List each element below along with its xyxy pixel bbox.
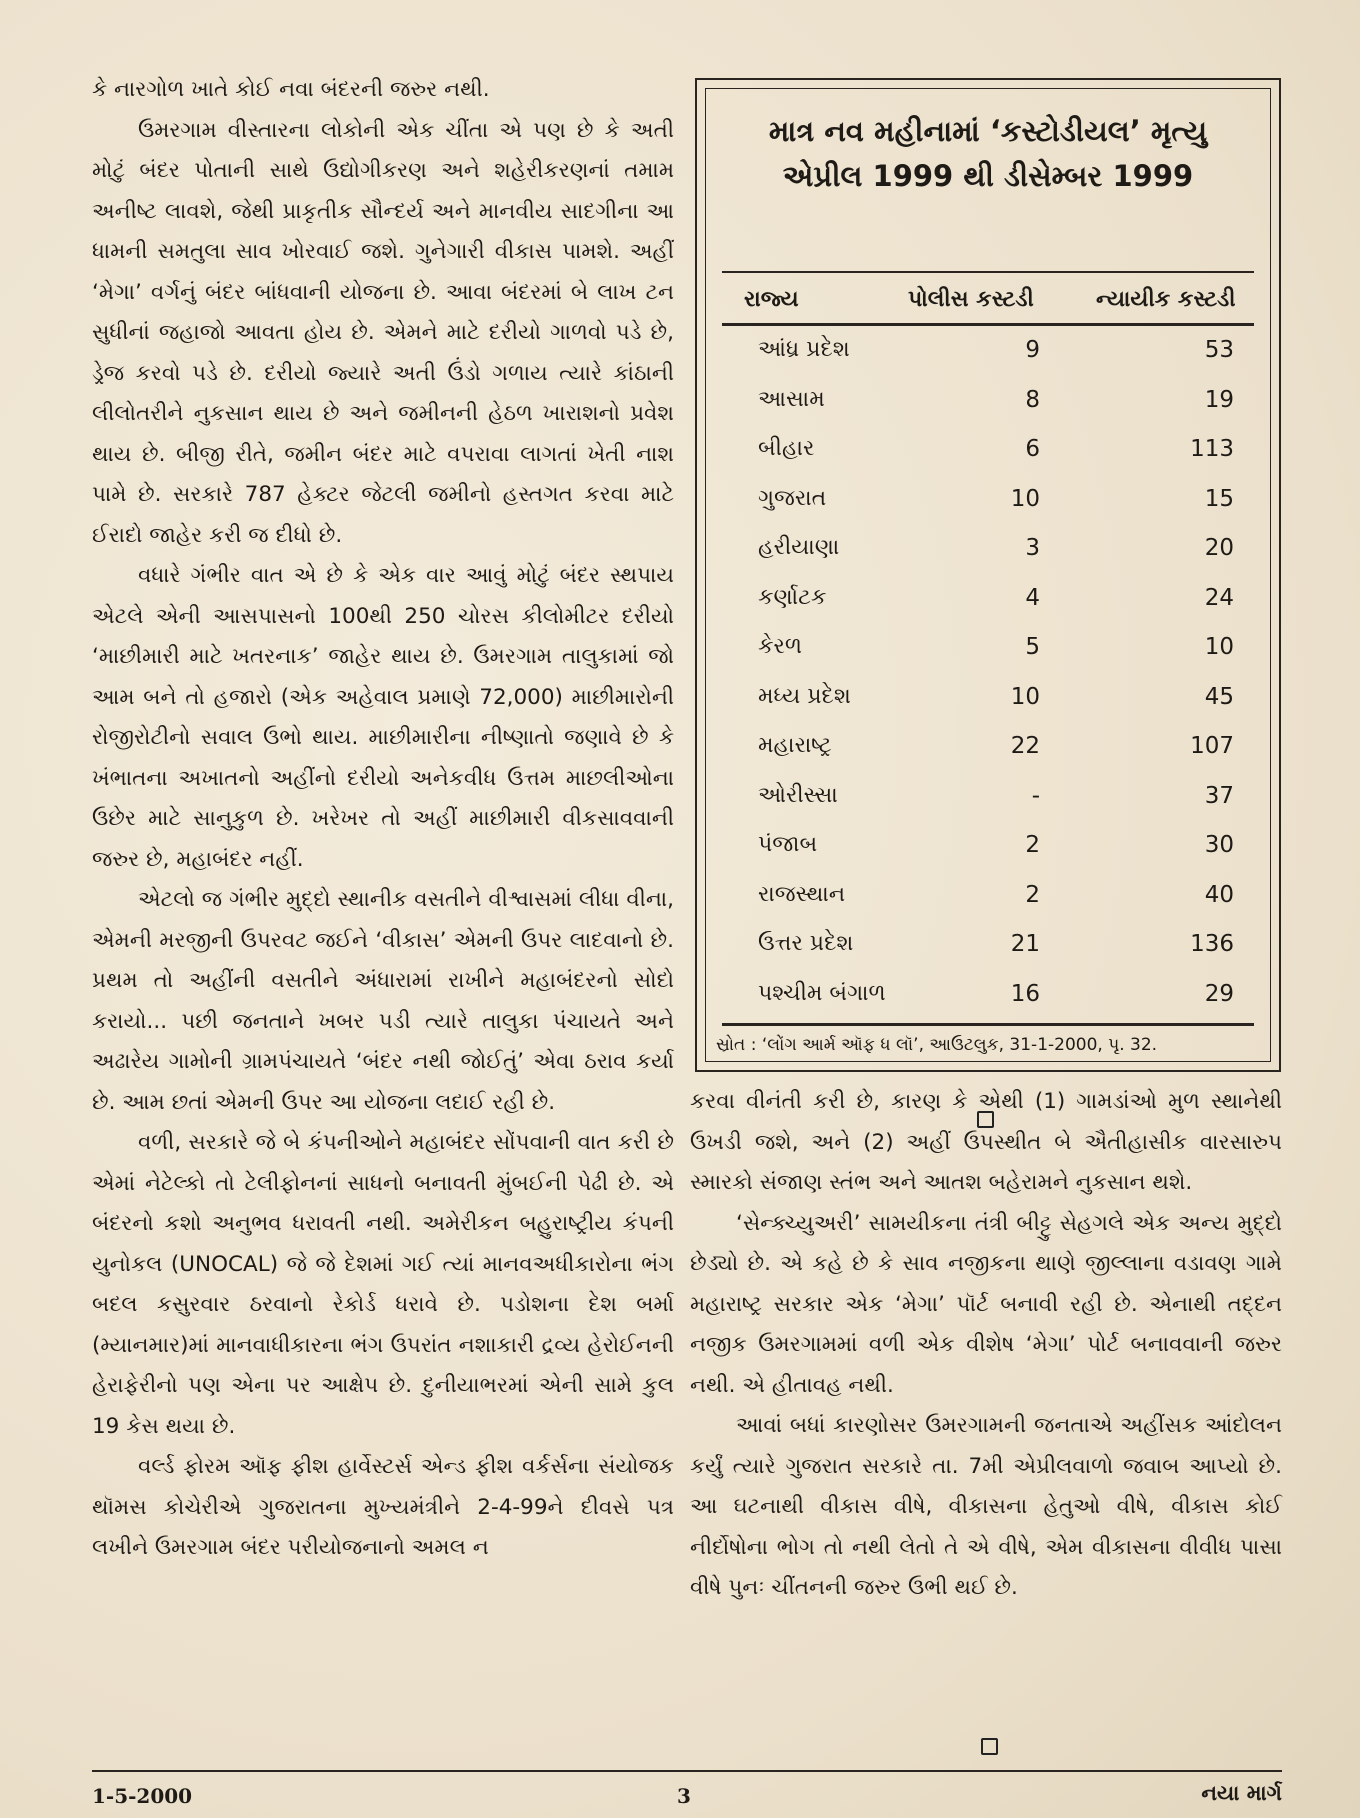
left-column <box>92 70 674 1569</box>
judicial-custody-cell: 45 <box>1204 683 1234 710</box>
state-cell: બીહાર <box>758 436 815 461</box>
table-row <box>706 832 1270 882</box>
table-row <box>706 783 1270 833</box>
table-row <box>706 337 1270 387</box>
footer-date: 1-5-2000 <box>92 1784 193 1808</box>
police-custody-cell: 21 <box>1010 931 1040 957</box>
judicial-custody-cell: 24 <box>1204 584 1234 611</box>
judicial-custody-cell: 136 <box>1190 931 1234 957</box>
police-custody-cell: 5 <box>1025 634 1040 660</box>
footer-page-number: 3 <box>677 1784 691 1808</box>
state-cell: હરીયાણા <box>758 535 840 560</box>
judicial-custody-cell: 40 <box>1204 881 1234 908</box>
paragraph: વળી, સરકારે જે બે કંપનીઓને મહાબંદર સોંપવાની વાત કરી છે એમાં નેટેલ્કો તો ટેલીફોનનાં સાધનો બનાવતી મુંબઈની પેઢી છે. એ બંદરનો કશો અનુભવ ધરાવતી નથી. અમેરીકન બહુરાષ્ટ્રીય કંપની યુનોકલ (UNOCAL) જે જે દેશમાં ગઈ ત્યાં માનવઅધીકારોના ભંગ બદલ કસુરવાર ઠરવાનો રેકોર્ડ ધરાવે છે. પડોશના દેશ બર્મા (મ્યાનમાર)માં માનવાધીકારના ભંગ ઉપરાંત નશાકારી દ્રવ્ય હેરોઈનની હેરાફેરીનો પણ એના પર આક્ષેપ છે. દુનીયાભરમાં એની સામે કુલ 19 કેસ થયા છે. <box>92 1130 674 1439</box>
paragraph: ‘સેન્ક્ચ્યુઅરી’ સામયીકના તંત્રી બીટ્ટુ સેહગલે એક અન્ય મુદ્દો છેડ્યો છે. એ કહે છે કે સાવ નજીકના થાણે જીલ્લાના વડાવણ ગામે મહારાષ્ટ્ર સરકાર એક ‘મેગા’ પૉર્ટ બનાવી રહી છે. એનાથી તદ્દન નજીક ઉમરગામમાં વળી એક વીશેષ ‘મેગા’ પોર્ટ બનાવવાની જરુર નથી. એ હીતાવહ નથી. <box>690 1210 1282 1398</box>
table-title-line1: માત્ર નવ મહીનામાં ‘કસ્ટોડીયલ’ મૃત્યુ <box>768 114 1208 148</box>
table-row <box>706 387 1270 437</box>
footer-magazine-name: નયા માર્ગ <box>1201 1781 1282 1805</box>
paragraph: આવાં બધાં કારણોસર ઉમરગામની જનતાએ અહીંસક આંદોલન કર્યું ત્યારે ગુજરાત સરકારે તા. 7મી એપ્રીલવાળો જવાબ આપ્યો છે. આ ઘટનાથી વીકાસ વીષે, વીકાસના હેતુઓ વીષે, વીકાસ કોઈ નીર્દોષોના ભોગ તો નથી લેતો તે એ વીષે, એમ વીકાસના વીવીધ પાસા વીષે પુનઃ ચીંતનની જરુર ઉભી થઈ છે. <box>690 1413 1282 1600</box>
judicial-custody-cell: 37 <box>1204 782 1234 809</box>
table-row <box>706 535 1270 585</box>
police-custody-cell: 2 <box>1025 881 1040 908</box>
police-custody-cell: 10 <box>1010 485 1040 512</box>
judicial-custody-cell: 10 <box>1204 634 1234 660</box>
police-custody-cell: 9 <box>1025 337 1040 363</box>
judicial-custody-cell: 30 <box>1204 832 1234 858</box>
table-row <box>706 634 1270 684</box>
police-custody-cell: 8 <box>1025 386 1040 413</box>
header-police-custody: પોલીસ કસ્ટડી <box>908 287 1034 312</box>
state-cell: રાજસ્થાન <box>758 881 846 907</box>
state-cell: આસામ <box>758 386 825 412</box>
paragraph: વધારે ગંભીર વાત એ છે કે એક વાર આવું મોટું બંદર સ્થપાય એટલે એની આસપાસનો 100થી 250 ચોરસ કીલોમીટર દરીયો ‘માછીમારી માટે ખતરનાક’ જાહેર થાય છે. ઉમરગામ તાલુકામાં જો આમ બને તો હજારો (એક અહેવાલ પ્રમાણે 72,000) માછીમારોની રોજીરોટીનો સવાલ ઉભો થાય. માછીમારીના નીષ્ણાતો જણાવે છે કે ખંભાતના અખાતનો અહીંનો દરીયો અનેકવીધ ઉત્તમ માછલીઓના ઉછેર માટે સાનુકુળ છે. ખરેખર તો અહીં માછીમારી વીકસાવવાની જરુર છે, મહાબંદર નહીં. <box>92 563 674 872</box>
table-title-line2: એપ્રીલ 1999 થી ડીસેમ્બર 1999 <box>782 159 1194 193</box>
table-title <box>706 109 1270 199</box>
header-state: રાજ્ય <box>744 287 799 312</box>
police-custody-cell: 16 <box>1010 980 1040 1007</box>
state-cell: પંજાબ <box>758 832 818 857</box>
judicial-custody-cell: 19 <box>1204 386 1234 413</box>
police-custody-cell: - <box>1031 782 1040 809</box>
police-custody-cell: 22 <box>1010 733 1040 759</box>
state-cell: મહારાષ્ટ્ર <box>758 733 832 758</box>
paragraph: એટલો જ ગંભીર મુદ્દો સ્થાનીક વસતીને વીશ્વાસમાં લીધા વીના, એમની મરજીની ઉપરવટ જઈને ‘વીકાસ’ એમની ઉપર લાદવાનો છે. પ્રથમ તો અહીંની વસતીને અંધારામાં રાખીને મહાબંદરનો સોદો કરાયો... પછી જનતાને ખબર પડી ત્યારે તાલુકા પંચાયતે અને અઢારેય ગામોની ગ્રામપંચાયતે ‘બંદર નથી જોઈતું’ એવા ઠરાવ કર્યા છે. આમ છતાં એમની ઉપર આ યોજના લદાઈ રહી છે. <box>92 887 674 1115</box>
state-cell: આંધ્ર પ્રદેશ <box>758 337 850 362</box>
table-row <box>706 882 1270 932</box>
header-judicial-custody: ન્યાયીક કસ્ટડી <box>1096 287 1236 312</box>
state-cell: મધ્ય પ્રદેશ <box>758 683 851 709</box>
state-cell: ઓરીસ્સા <box>758 782 838 808</box>
table-source: સ્રોત : ‘લોંગ આર્મ ઑફ ધ લૉ’, આઉટલુક, 31-1-2000, પૃ. 32. <box>716 1035 1158 1055</box>
table-row <box>706 585 1270 635</box>
table-rule-top <box>722 271 1254 273</box>
table-row <box>706 486 1270 536</box>
table-rule-bottom <box>722 1023 1254 1026</box>
custodial-deaths-table-box <box>695 78 1281 1072</box>
paragraph: કરવા વીનંતી કરી છે, કારણ કે એથી (1) ગામડાંઓ મુળ સ્થાનેથી ઉખડી જશે, અને (2) અહીં ઉપસ્થીત બે ઐતીહાસીક વારસારુપ સ્મારકો સંજાણ સ્તંભ અને આતશ બહેરામને નુકસાન થશે. <box>690 1089 1282 1195</box>
table-row <box>706 733 1270 783</box>
judicial-custody-cell: 29 <box>1204 980 1234 1007</box>
judicial-custody-cell: 53 <box>1204 337 1234 363</box>
table-row <box>706 436 1270 486</box>
police-custody-cell: 10 <box>1010 683 1040 710</box>
paragraph: કે નારગોળ ખાતે કોઈ નવા બંદરની જરુર નથી. <box>92 77 490 102</box>
state-cell: ઉત્તર પ્રદેશ <box>758 931 854 956</box>
judicial-custody-cell: 15 <box>1204 485 1234 512</box>
table-row <box>706 931 1270 981</box>
end-of-article-square-icon <box>981 1738 998 1755</box>
police-custody-cell: 4 <box>1025 584 1040 611</box>
footer-rule <box>92 1770 1282 1772</box>
judicial-custody-cell: 107 <box>1190 733 1234 759</box>
state-cell: ગુજરાત <box>758 485 827 511</box>
state-cell: પશ્ચીમ બંગાળ <box>758 980 886 1006</box>
table-row <box>706 684 1270 734</box>
police-custody-cell: 2 <box>1025 832 1040 858</box>
police-custody-cell: 6 <box>1025 436 1040 462</box>
state-cell: કર્ણાટક <box>758 584 827 610</box>
judicial-custody-cell: 20 <box>1204 535 1234 561</box>
police-custody-cell: 3 <box>1025 535 1040 561</box>
paragraph: વર્લ્ડ ફોરમ ઑફ ફીશ હાર્વેસ્ટર્સ એન્ડ ફીશ વર્કર્સના સંયોજક થૉમસ કોચેરીએ ગુજરાતના મુખ્યમંત્રીને 2-4-99ને દીવસે પત્ર લખીને ઉમરગામ બંદર પરીયોજનાનો અમલ ન <box>92 1454 674 1560</box>
paragraph: ઉમરગામ વીસ્તારના લોકોની એક ચીંતા એ પણ છે કે અતી મોટું બંદર પોતાની સાથે ઉદ્યોગીકરણ અને શહેરીકરણનાં તમામ અનીષ્ટ લાવશે, જેથી પ્રાકૃતીક સૌન્દર્ય અને માનવીય સાદગીના આ ધામની સમતુલા સાવ ખોરવાઈ જશે. ગુનેગારી વીકાસ પામશે. અહીં ‘મેગા’ વર્ગનું બંદર બાંધવાની યોજના છે. આવા બંદરમાં બે લાખ ટન સુધીનાં જહાજો આવતા હોય છે. એમને માટે દરીયો ગાળવો પડે છે, ડ્રેજ કરવો પડે છે. દરીયો જ્યારે અતી ઉંડો ગળાય ત્યારે કાંઠાની લીલોતરીને નુકસાન થાય છે અને જમીનની હેઠળ ખારાશનો પ્રવેશ થાય છે. બીજી રીતે, જમીન બંદર માટે વપરાવા લાગતાં ખેતી નાશ પામે છે. સરકારે 787 હેક્ટર જેટલી જમીનો હસ્તગત કરવા માટે ઈરાદો જાહેર કરી જ દીધો છે. <box>92 117 674 548</box>
state-cell: કેરળ <box>758 634 803 659</box>
right-column <box>690 1082 1282 1609</box>
judicial-custody-cell: 113 <box>1190 436 1234 462</box>
table-rule-header <box>722 323 1254 326</box>
table-inner-border <box>705 88 1271 1062</box>
